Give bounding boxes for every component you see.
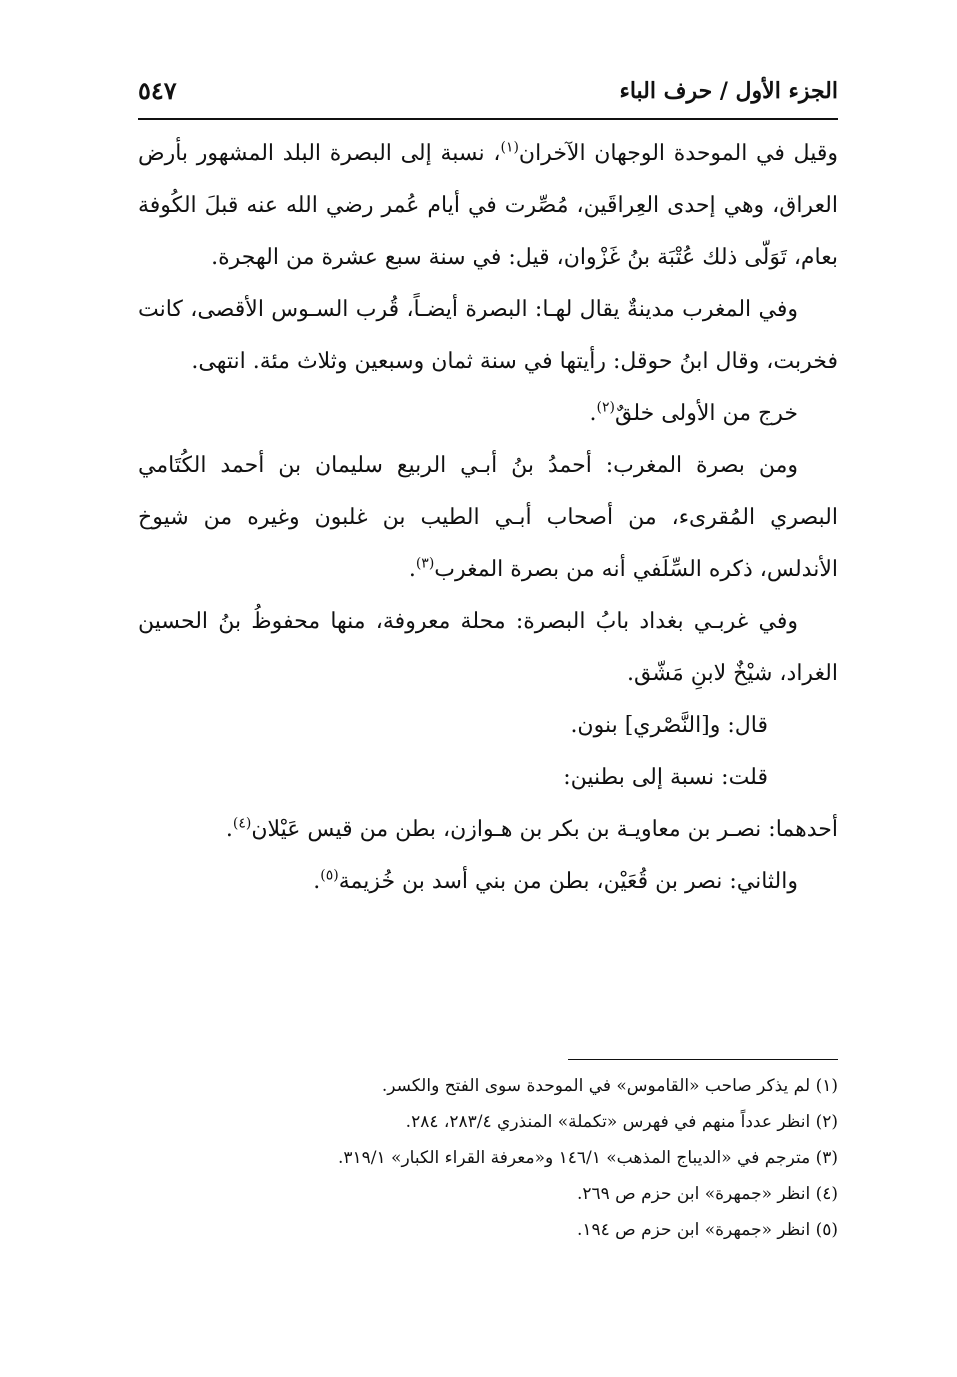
paragraph: وقيل في الموحدة الوجهان الآخران$^{(١)}$، نسبة إلى البصرة البلد المشهور بأرض العراق، وهي إحدى العِراقَين، مُصِّرت في أيام عُمر رضي الله عنه قبلَ الكُوفة بعام، تَوَلّى ذلك عُتْبَة بنُ غَزْوان، قيل: في سنة سبع عشرة من الهجرة. xyxy=(138,139,838,270)
footnote-ref: (٤) xyxy=(232,815,252,832)
main-text xyxy=(138,128,838,908)
page-number: ٥٤٧ xyxy=(138,76,177,105)
footnote: (٣) مترجم في «الديباج المذهب» ١٤٦/١ و«معرفة القراء الكبار» ٣١٩/١. xyxy=(337,1148,838,1168)
footnote-ref: (٣) xyxy=(415,555,435,572)
paragraph: ومن بصرة المغرب: أحمدُ بنُ أبـي الربيع سليمان بن أحمد الكُتَامي البصري المُقرىء، من أصحاب أبـي الطيب بن غلبون وغيره من شيوخ الأندلس، ذكره السِّلَفي أنه من بصرة المغرب$^{(٣)}$. xyxy=(138,453,838,582)
paragraph: وفي غربـي بغداد بابُ البصرة: محلة معروفة، منها محفوظُ بنُ الحسين الغراد، شيْخٌ لابنِ مَشّق. xyxy=(138,609,838,686)
footnote: (٥) انظر «جمهرة» ابن حزم ص ١٩٤. xyxy=(576,1220,838,1240)
running-head: الجزء الأول / حرف الباء xyxy=(619,78,838,104)
footnote: (٤) انظر «جمهرة» ابن حزم ص ٢٦٩. xyxy=(576,1184,838,1204)
footnote-ref: (٥) xyxy=(320,867,339,884)
paragraph: والثاني: نصر بن قُعَيْن، بطن من بني أسد بن خُزيمة$^{(٥)}$. xyxy=(313,867,798,894)
paragraph: قلت: نسبة إلى بطنين: xyxy=(563,765,768,790)
paragraph: قال: و[النَّصْري] بنون. xyxy=(570,713,768,738)
footnote: (١) لم يذكر صاحب «القاموس» في الموحدة سوى الفتح والكسر. xyxy=(381,1076,838,1096)
footnote-ref: (١) xyxy=(500,139,519,156)
footnote-ref: (٢) xyxy=(596,399,615,416)
footnote: (٢) انظر عدداً منهم في فهرس «تكملة» المنذري ٢٨٣/٤، ٢٨٤. xyxy=(405,1112,838,1132)
paragraph: وفي المغرب مدينةٌ يقال لهـا: البصرة أيضـاً، قُرب السـوس الأقصى، كانت فخربت، وقال ابنُ حوقل: رأيتها في سنة ثمان وسبعين وثلاث مئة. انتهى. xyxy=(138,297,838,374)
footnote-rule xyxy=(568,1059,838,1060)
paragraph: أحدهما: نصـر بن معاويـة بن بكر بن هـوازن، بطن من قيس عَيْلان$^{(٤)}$. xyxy=(225,815,838,842)
header-rule xyxy=(138,118,838,120)
footnotes xyxy=(138,1068,838,1248)
page-header xyxy=(138,74,838,114)
paragraph: خرج من الأولى خلقٌ$^{(٢)}$. xyxy=(589,399,798,426)
